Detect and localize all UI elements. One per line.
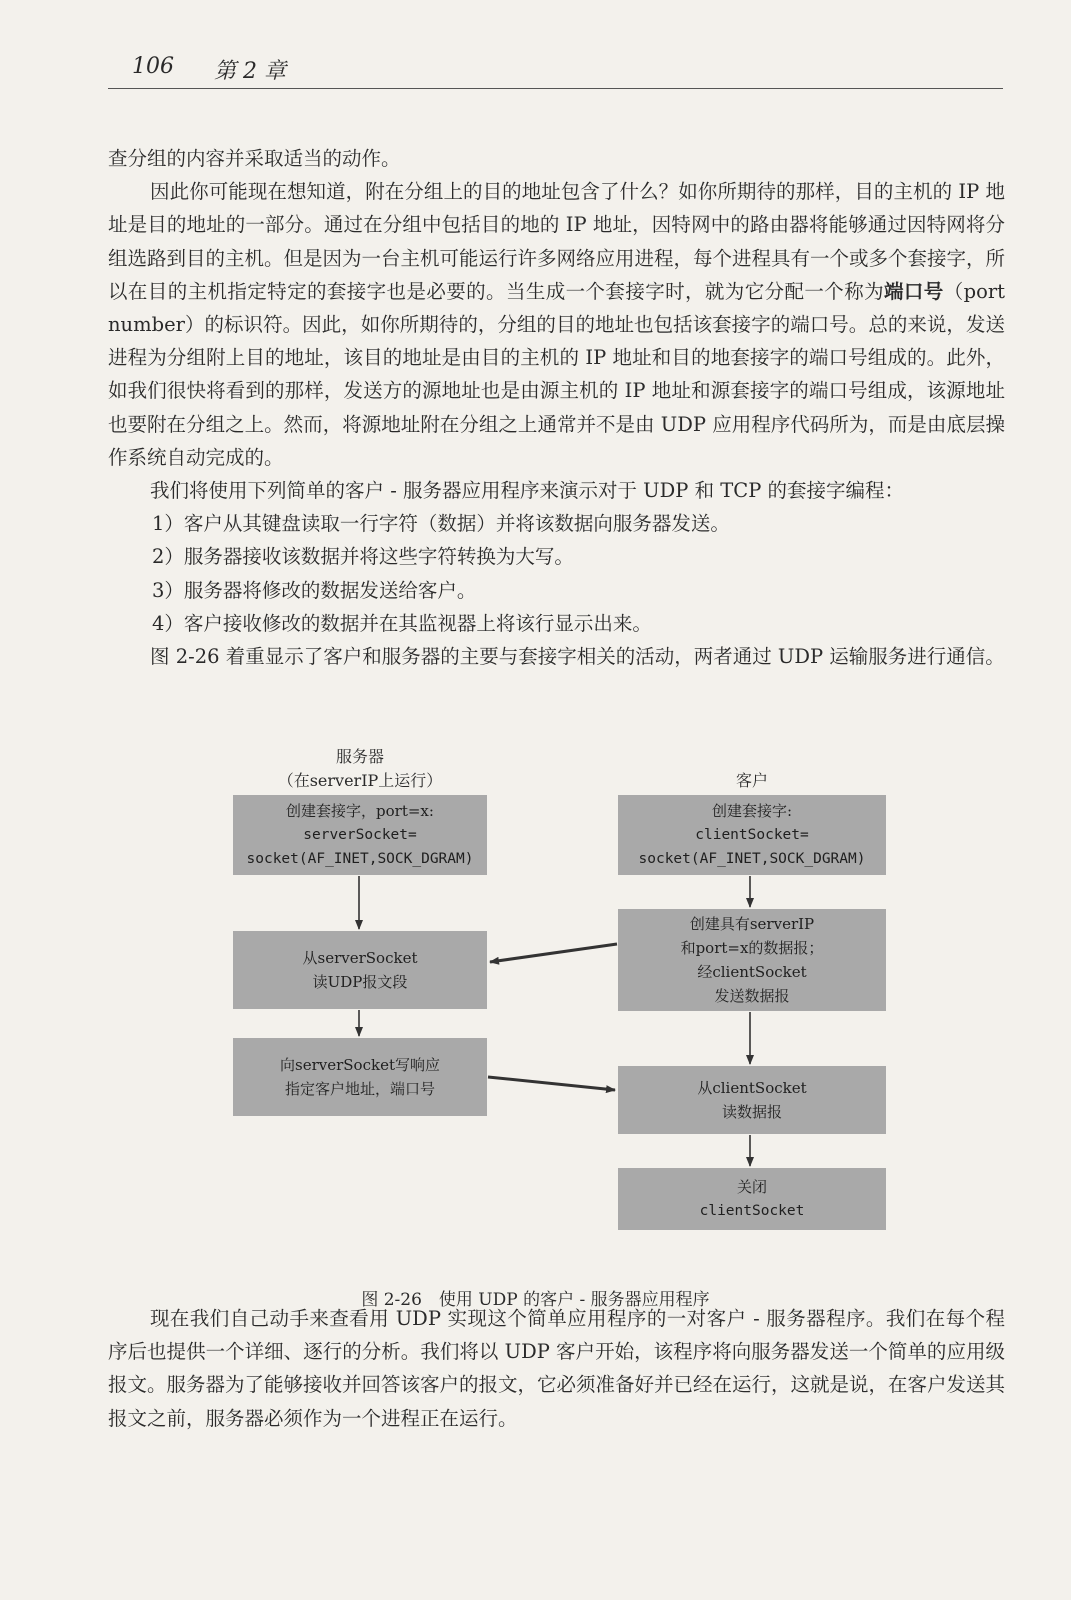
paragraph-1: 查分组的内容并采取适当的动作。 bbox=[108, 147, 401, 170]
figure-caption: 图 2-26 使用 UDP 的客户 - 服务器应用程序 bbox=[361, 1290, 710, 1310]
box-line: 关闭 bbox=[736, 1178, 767, 1196]
box-line: 和port=x的数据报； bbox=[680, 939, 824, 957]
server-write-box bbox=[233, 1038, 487, 1116]
box-line: 读UDP报文段 bbox=[312, 973, 408, 991]
box-line: serverSocket= bbox=[303, 827, 417, 843]
server-create-socket-box bbox=[233, 795, 487, 875]
client-close-box bbox=[618, 1168, 886, 1230]
server-read-box bbox=[233, 931, 487, 1009]
body-text-lower bbox=[108, 1302, 1005, 1435]
paragraph-2 bbox=[108, 175, 1005, 474]
running-header bbox=[108, 52, 1003, 89]
paragraph-4: 图 2-26 着重显示了客户和服务器的主要与套接字相关的活动，两者通过 UDP 运输服务进行通信。 bbox=[150, 645, 1005, 669]
box-line: 经clientSocket bbox=[697, 963, 807, 981]
list-item: 2）服务器接收该数据并将这些字符转换为大写。 bbox=[152, 545, 574, 569]
box-line: 创建套接字，port=x: bbox=[286, 802, 434, 820]
chapter-label: 第 2 章 bbox=[214, 59, 286, 84]
box-line: clientSocket bbox=[699, 1203, 805, 1219]
paragraph-2-part-a: 因此你可能现在想知道，附在分组上的目的地址包含了什么？如你所期待的那样，目的主机的 IP 地址是目的地址的一部分。通过在分组中包括目的地的 IP 地址，因特网中的路由器将能够通过因特网将分组选路到目的主机。但是因为一台主机可能运行许多网络应用进程，每个进程具有一个或多个套接字，所以在目的主机指定特定的套接字也是必要的。当生成一个套接字时，就为它分配一个称为 bbox=[108, 180, 1006, 303]
paragraph-2-part-b: （port number）的标识符。因此，如你所期待的，分组的目的地址也包括该套接字的端口号。总的来说，发送进程为分组附上目的地址，该目的地址是由目的主机的 IP 地址和目的地套接字的端口号组成的。此外，如我们很快将看到的那样，发送方的源地址也是由源主机的 IP 地址和源套接字的端口号组成，该源地址也要附在分组之上。然而，将源地址附在分组之上通常并不是由 UDP 应用程序代码所为，而是由底层操作系统自动完成的。 bbox=[108, 279, 1005, 469]
paragraph-3: 我们将使用下列简单的客户 - 服务器应用程序来演示对于 UDP 和 TCP 的套接字编程： bbox=[150, 479, 905, 503]
box-line: 从serverSocket bbox=[302, 949, 418, 967]
server-subtitle: （在serverIP上运行） bbox=[277, 771, 443, 790]
box-line: clientSocket= bbox=[695, 827, 809, 843]
box-line: 指定客户地址，端口号 bbox=[284, 1080, 435, 1098]
list-item: 4）客户接收修改的数据并在其监视器上将该行显示出来。 bbox=[152, 611, 652, 635]
list-item: 1）客户从其键盘读取一行字符（数据）并将该数据向服务器发送。 bbox=[152, 512, 730, 536]
client-read-box bbox=[618, 1066, 886, 1134]
box-line: socket(AF_INET,SOCK_DGRAM) bbox=[246, 851, 474, 867]
server-title: 服务器 bbox=[335, 747, 384, 766]
box-line: 创建套接字: bbox=[711, 802, 793, 820]
box-line: 发送数据报 bbox=[714, 987, 790, 1005]
arrow-server-reply-to-client bbox=[488, 1077, 615, 1090]
list-item: 3）服务器将修改的数据发送给客户。 bbox=[152, 578, 477, 602]
box-line: 读数据报 bbox=[721, 1103, 782, 1121]
paragraph-5: 现在我们自己动手来查看用 UDP 实现这个简单应用程序的一对客户 - 服务器程序。我们在每个程序后也提供一个详细、逐行的分析。我们将以 UDP 客户开始，该程序将向服务器发送一个简单的应用级报文。服务器为了能够接收并回答该客户的报文，它必须准备好并已经在运行，这就是说，在客户发送其报文之前，服务器必须作为一个进程正在运行。 bbox=[108, 1307, 1006, 1430]
arrow-client-send-to-server bbox=[490, 944, 617, 962]
box-line: socket(AF_INET,SOCK_DGRAM) bbox=[638, 851, 866, 867]
client-send-box bbox=[618, 909, 886, 1011]
box-line: 创建具有serverIP bbox=[689, 915, 815, 933]
box-line: 向serverSocket写响应 bbox=[280, 1056, 440, 1074]
client-title: 客户 bbox=[735, 771, 768, 790]
client-create-socket-box bbox=[618, 795, 886, 875]
body-text-upper bbox=[108, 142, 1005, 673]
page-number: 106 bbox=[132, 54, 174, 79]
box-line: 从clientSocket bbox=[697, 1079, 807, 1097]
port-number-term: 端口号 bbox=[884, 279, 944, 303]
